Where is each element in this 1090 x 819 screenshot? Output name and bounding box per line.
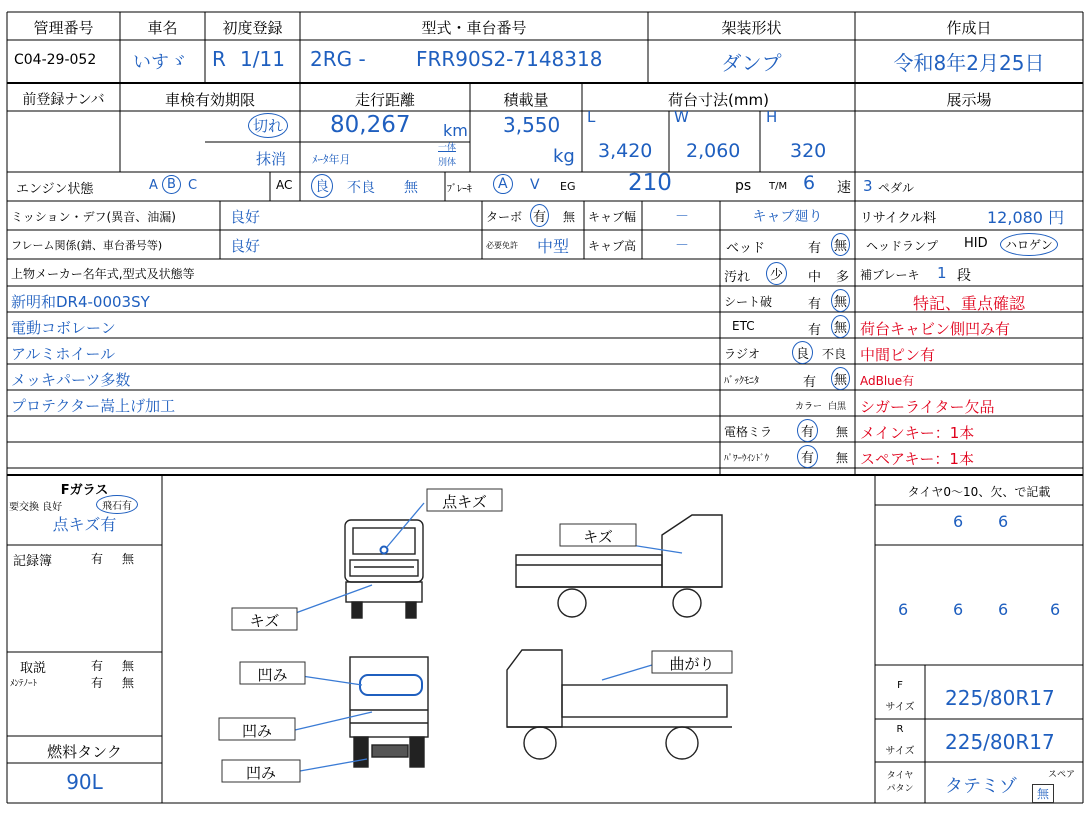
pedal-count: 3 <box>863 177 873 195</box>
label-pattern-1: タイヤ <box>886 771 914 781</box>
body-type: ダンプ <box>721 51 782 75</box>
engine-a: A <box>149 178 158 193</box>
mark-hekomi-3: 凹み <box>245 764 276 782</box>
ac-none: 無 <box>404 180 418 196</box>
brake-a-selected: A <box>493 174 513 194</box>
inspection-expired: 切れ <box>248 113 288 138</box>
label-frame: フレーム関係(錆、車台番号等) <box>11 239 163 252</box>
label-engine: エンジン状態 <box>16 182 94 197</box>
special-notes-title: 特記、重点確認 <box>912 294 1025 313</box>
dim-L-label: L <box>587 108 596 126</box>
dirt-mid: 中 <box>808 270 822 285</box>
note-line-2: 電動コボレーン <box>11 319 116 337</box>
label-maker: 車名 <box>147 19 178 37</box>
tire-front-right: 6 <box>998 512 1009 531</box>
label-ac: AC <box>276 178 293 192</box>
tire-rear-4: 6 <box>1050 600 1061 619</box>
record-yes: 有 <box>91 552 104 566</box>
label-radio: ラジオ <box>724 347 761 361</box>
tire-header: タイヤ0～10、欠、で記載 <box>907 485 1051 499</box>
monitor-color: カラー <box>795 402 823 412</box>
tire-rear-1: 6 <box>898 600 909 619</box>
label-bed: ベッド <box>726 241 766 256</box>
note-line-5: プロテクター嵩上げ加工 <box>11 397 176 415</box>
tm-speed: 6 <box>803 172 816 194</box>
dirt-low-selected: 少 <box>766 262 787 285</box>
maker-name: いすゞ <box>133 52 187 73</box>
truck-diagram <box>162 475 875 803</box>
note-line-4: メッキパーツ多数 <box>11 371 131 389</box>
mark-hekomi-2: 凹み <box>241 722 272 740</box>
tire-rear-3: 6 <box>998 600 1009 619</box>
tire-rear-size: 225/80R17 <box>945 730 1055 754</box>
label-bed-dims: 荷台寸法(mm) <box>668 91 769 109</box>
dim-H-label: H <box>766 108 778 126</box>
monitor-no-selected: 無 <box>831 367 850 390</box>
aux-brake-count: 1 <box>937 264 947 282</box>
label-brake: ﾌﾞﾚｰｷ <box>447 184 472 195</box>
recycle-fee: 12,080 円 <box>987 208 1065 227</box>
label-etc: ETC <box>732 319 755 333</box>
label-fuel-tank: 燃料タンク <box>47 743 122 761</box>
headlamp-halogen-selected: ハロゲン <box>1000 233 1058 256</box>
dirt-high: 多 <box>836 270 850 285</box>
label-manual: 取説 <box>20 661 47 676</box>
label-eg: EG <box>560 180 576 193</box>
manual-no: 無 <box>122 659 135 673</box>
seat-yes: 有 <box>808 297 822 312</box>
label-pedal: ペダル <box>878 181 915 195</box>
label-mirror: 電格ミラ <box>724 425 773 439</box>
label-body: 架装形状 <box>721 19 782 37</box>
mileage-value: 80,267 <box>330 112 411 138</box>
dim-W-label: W <box>674 108 689 126</box>
window-no: 無 <box>836 451 849 465</box>
turbo-no: 無 <box>563 210 576 224</box>
license-value: 中型 <box>537 237 570 256</box>
label-f-size: サイズ <box>885 702 915 713</box>
brake-v: V <box>530 177 540 193</box>
cab-height-value: － <box>675 238 689 254</box>
label-pattern-2: パタン <box>886 784 914 794</box>
label-kanri: 管理番号 <box>33 19 94 37</box>
frame-value: 良好 <box>230 237 261 255</box>
bed-no-selected: 無 <box>831 233 850 256</box>
tire-rear-2: 6 <box>953 600 964 619</box>
record-no: 無 <box>122 552 135 566</box>
window-yes-selected: 有 <box>797 445 818 468</box>
label-dirt: 汚れ <box>724 270 751 285</box>
label-record: 記録簿 <box>13 554 53 569</box>
label-power-window: ﾊﾟﾜｰｳｲﾝﾄﾞｳ <box>724 454 770 464</box>
dim-W-value: 2,060 <box>686 140 741 162</box>
label-ps: ps <box>735 178 752 194</box>
maint-no: 無 <box>122 676 135 690</box>
tire-front-size: 225/80R17 <box>945 686 1055 710</box>
radio-bad: 不良 <box>822 347 847 361</box>
label-mileage: 走行距離 <box>354 91 415 109</box>
monitor-yes: 有 <box>803 375 817 390</box>
meter-ittai: 一体 <box>438 143 457 153</box>
label-cab-width: キャブ幅 <box>588 210 637 224</box>
ac-bad: 不良 <box>347 180 375 196</box>
mark-magari: 曲がり <box>669 655 715 673</box>
dim-L-value: 3,420 <box>598 140 653 162</box>
maint-yes: 有 <box>91 676 104 690</box>
label-license: 必要免許 <box>486 241 518 250</box>
chassis-number: FRR90S2-7148318 <box>416 47 603 71</box>
fuel-tank-value: 90L <box>66 770 103 794</box>
special-note-1: 荷台キャビン側凹み有 <box>860 320 1011 338</box>
label-load: 積載量 <box>503 91 549 109</box>
label-model: 型式・車台番号 <box>421 19 527 37</box>
label-back-monitor: ﾊﾞｯｸﾓﾆﾀ <box>724 376 759 387</box>
fglass-options: 要交換 良好 <box>9 502 63 513</box>
ac-good-selected: 良 <box>311 174 333 198</box>
meter-betsu: 別体 <box>438 158 457 168</box>
label-recycle: リサイクル料 <box>860 211 937 226</box>
turbo-yes-selected: 有 <box>530 204 549 227</box>
headlamp-hid: HID <box>964 236 988 251</box>
fglass-note: 点キズ有 <box>52 515 117 534</box>
load-unit: kg <box>553 146 575 167</box>
mirror-no: 無 <box>836 425 849 439</box>
monitor-mono: 白黒 <box>828 402 847 412</box>
label-headlamp: ヘッドランプ <box>866 239 939 253</box>
tire-pattern: タテミゾ <box>945 776 1017 797</box>
seat-no-selected: 無 <box>831 289 850 312</box>
radio-good-selected: 良 <box>792 341 813 364</box>
load-value: 3,550 <box>503 113 561 137</box>
special-note-6: スペアキー：1本 <box>860 450 974 468</box>
label-date: 作成日 <box>946 19 992 37</box>
reg-date: 1/11 <box>240 47 285 71</box>
mark-kizu-front: キズ <box>249 612 280 630</box>
label-aux-brake: 補ブレーキ <box>860 268 920 282</box>
special-note-2: 中間ピン有 <box>860 346 936 364</box>
label-first-reg: 初度登録 <box>222 19 283 37</box>
mileage-unit: km <box>443 121 468 140</box>
note-line-1: 新明和DR4-0003SY <box>11 293 150 311</box>
label-spare: スペア <box>1048 770 1076 780</box>
special-note-3: AdBlue有 <box>860 374 915 388</box>
label-speed: 速 <box>837 180 851 196</box>
label-prev-plate: 前登録ナンバ <box>22 92 105 108</box>
truck-front-view <box>345 520 423 618</box>
label-mission: ミッション・デフ(異音、油漏) <box>11 210 176 224</box>
reg-era: R <box>212 47 226 71</box>
model-code: 2RG - <box>310 47 366 71</box>
label-showroom: 展示場 <box>946 91 992 109</box>
note-line-3: アルミホイール <box>11 345 116 363</box>
tire-front-left: 6 <box>953 512 964 531</box>
cab-width-value: － <box>675 209 689 225</box>
etc-yes: 有 <box>808 323 822 338</box>
label-fglass: Fガラス <box>60 483 109 498</box>
aux-brake-unit: 段 <box>957 268 971 284</box>
truck-rear-view <box>350 657 428 767</box>
mirror-yes-selected: 有 <box>797 419 818 442</box>
inspection-cancelled: 抹消 <box>256 150 287 168</box>
kanri-number: C04-29-052 <box>14 52 97 68</box>
label-cab-around: キャブ廻り <box>752 209 823 225</box>
special-note-5: メインキー：1本 <box>860 424 975 442</box>
mission-value: 良好 <box>230 208 261 226</box>
mark-kizu-side: キズ <box>583 528 613 546</box>
mark-tenkizu: 点キズ <box>442 493 487 511</box>
engine-ps: 210 <box>628 170 672 196</box>
label-tm: T/M <box>769 181 788 192</box>
engine-b-selected: B <box>162 175 181 194</box>
label-r: R <box>896 724 904 735</box>
label-maint: ﾒﾝﾃﾉｰﾄ <box>10 679 38 689</box>
etc-no-selected: 無 <box>831 315 850 338</box>
engine-c: C <box>188 178 198 193</box>
mark-hekomi-1: 凹み <box>257 666 288 684</box>
create-date: 令和8年2月25日 <box>893 51 1045 75</box>
label-turbo: ターボ <box>486 210 523 224</box>
special-note-4: シガーライター欠品 <box>860 398 995 416</box>
label-upper-maker: 上物メーカー名年式,型式及状態等 <box>11 267 195 281</box>
label-inspection: 車検有効期限 <box>164 91 255 109</box>
label-f: F <box>897 680 903 691</box>
fglass-chip-selected: 飛石有 <box>96 495 138 514</box>
bed-yes: 有 <box>808 241 822 256</box>
label-seat: シート破 <box>724 295 773 309</box>
manual-yes: 有 <box>91 659 104 673</box>
meter-date: ﾒｰﾀ年月 <box>312 153 351 166</box>
dim-H-value: 320 <box>790 140 827 162</box>
label-r-size: サイズ <box>885 746 915 757</box>
label-cab-height: キャブ高 <box>588 239 637 253</box>
spare-value: 無 <box>1032 784 1054 803</box>
